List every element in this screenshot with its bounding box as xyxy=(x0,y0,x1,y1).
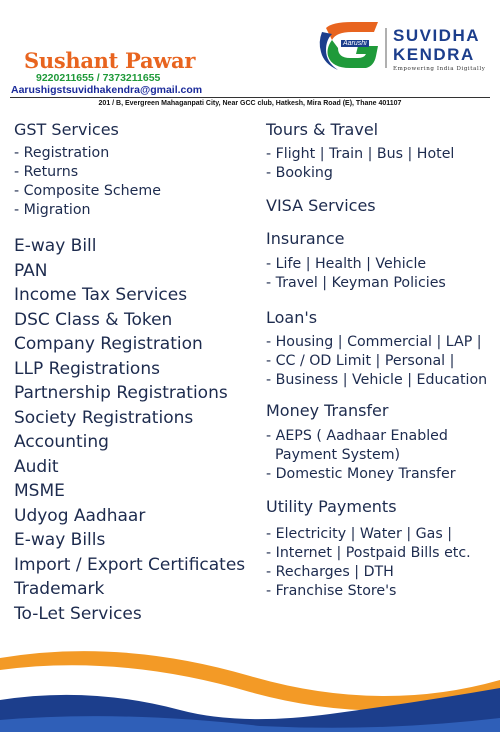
gst-item: - Migration xyxy=(14,202,91,218)
insurance-item: - Travel | Keyman Policies xyxy=(266,275,446,291)
service-item: Udyog Aadhaar xyxy=(14,506,146,526)
service-item: Trademark xyxy=(14,579,105,599)
service-item: DSC Class & Token xyxy=(14,310,173,330)
service-item: Company Registration xyxy=(14,334,203,354)
footer-wave-decoration xyxy=(0,640,500,732)
utility-item: - Recharges | DTH xyxy=(266,564,394,580)
gst-item: - Returns xyxy=(14,164,79,180)
service-item: Income Tax Services xyxy=(14,285,188,305)
insurance-heading: Insurance xyxy=(266,229,345,248)
logo-tagline: Empowering India Digitally xyxy=(393,66,486,72)
suvidha-kendra-logo-mark xyxy=(318,22,380,72)
tours-travel-heading: Tours & Travel xyxy=(266,120,379,139)
utility-item: - Internet | Postpaid Bills etc. xyxy=(266,545,471,561)
service-item: Partnership Registrations xyxy=(14,383,228,403)
logo-separator xyxy=(385,28,387,68)
gst-item: - Registration xyxy=(14,145,110,161)
service-item: Import / Export Certificates xyxy=(14,555,246,575)
contact-name: Sushant Pawar xyxy=(24,48,196,73)
gst-item: - Composite Scheme xyxy=(14,183,161,199)
service-item: E-way Bill xyxy=(14,236,97,256)
loans-item: - Business | Vehicle | Education xyxy=(266,372,488,388)
utility-item: - Franchise Store's xyxy=(266,583,397,599)
visa-services-heading: VISA Services xyxy=(266,196,376,215)
logo-text-line2: KENDRA xyxy=(393,45,475,64)
utility-payments-heading: Utility Payments xyxy=(266,497,397,516)
gst-services-heading: GST Services xyxy=(14,120,119,139)
service-item: Audit xyxy=(14,457,59,477)
utility-item: - Electricity | Water | Gas | xyxy=(266,526,453,542)
service-item: Accounting xyxy=(14,432,109,452)
insurance-item: - Life | Health | Vehicle xyxy=(266,256,427,272)
tours-item: - Booking xyxy=(266,165,333,181)
money-item: - AEPS ( Aadhaar Enabled xyxy=(266,428,448,444)
service-item: MSME xyxy=(14,481,65,501)
tours-item: - Flight | Train | Bus | Hotel xyxy=(266,146,455,162)
money-item: Payment System) xyxy=(275,447,401,463)
loans-heading: Loan's xyxy=(266,308,318,327)
service-item: LLP Registrations xyxy=(14,359,160,379)
loans-item: - CC / OD Limit | Personal | xyxy=(266,353,455,369)
address: 201 / B, Evergreen Mahaganpati City, Near GCC club, Hatkesh, Mira Road (E), Thane 401107 xyxy=(98,100,402,107)
phone-numbers: 9220211655 / 7373211655 xyxy=(36,72,161,84)
money-item: - Domestic Money Transfer xyxy=(266,466,456,482)
logo-text-line1: SUVIDHA xyxy=(393,26,481,45)
logo-tag: Aarushi xyxy=(343,40,367,47)
service-item: To-Let Services xyxy=(14,604,142,624)
service-item: Society Registrations xyxy=(14,408,194,428)
loans-item: - Housing | Commercial | LAP | xyxy=(266,334,482,350)
money-transfer-heading: Money Transfer xyxy=(266,401,389,420)
service-item: E-way Bills xyxy=(14,530,106,550)
service-item: PAN xyxy=(14,261,48,281)
email-address: Aarushigstsuvidhakendra@gmail.com xyxy=(11,84,203,96)
header-divider xyxy=(10,97,490,98)
